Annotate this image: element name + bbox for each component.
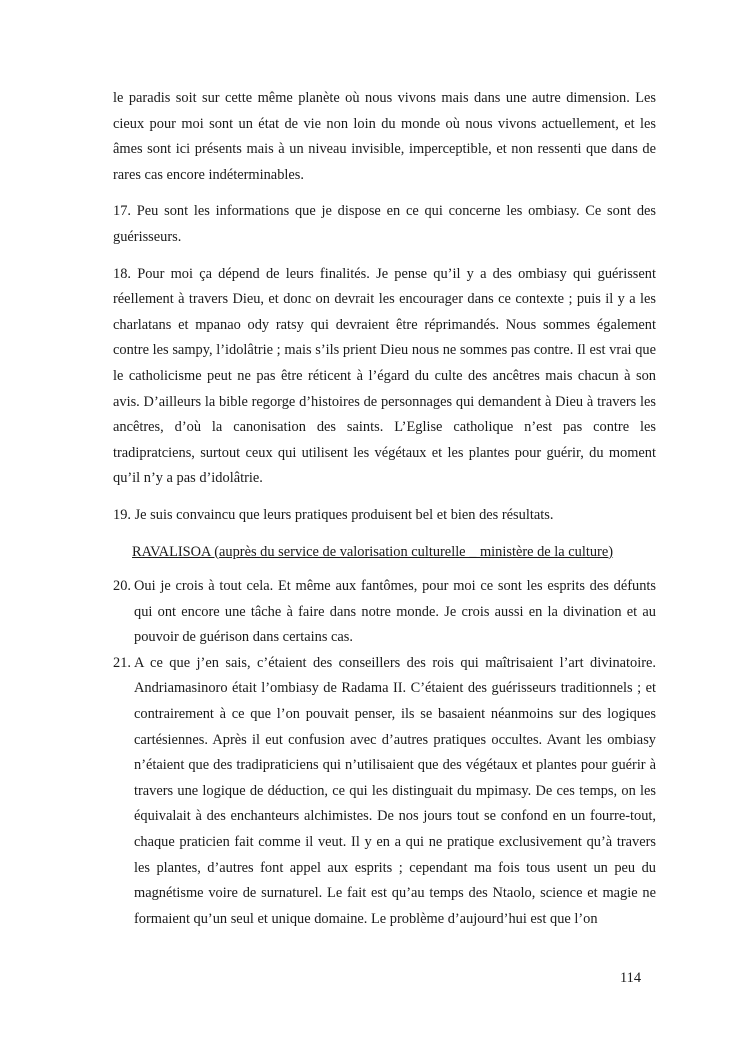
answer-19: 19. Je suis convaincu que leurs pratiques produisent bel et bien des résultats. xyxy=(113,506,554,523)
page-number: 114 xyxy=(620,970,642,986)
answer-17: 17. Peu sont les informations que je dispose en ce qui concerne les ombiasy. Ce sont des guérisseurs. xyxy=(113,203,656,245)
item-text: A ce que j’en sais, c’étaient des conseillers des rois qui maîtrisaient l’art divinatoire. Andriamasinoro était l’ombiasy de Radama II. C’étaient des guérisseurs traditionnels ; et contrairement à ce que l’on pouvait penser, ils se basaient néanmoins sur des logiques cartésiennes. Après il eut confusion avec d’autres pratiques occultes. Avant les ombiasy n’étaient que des tradipraticiens qui n’utilisaient que des végétaux et plantes pour guérir à travers une logique de déduction, ce qui les distinguait du mpimasy. De ces temps, on les équivalait à des enchanteurs alchimistes. De nos jours tout se confond en un fourre-tout, chaque praticien fait comme il veut. Il y en a qui ne pratique exclusivement qu’à travers les plantes, d’autres font appel aux esprits ; cependant ma fois tous usent un peu du magnétisme voire de surnaturel. Le fait est qu’au temps des Ntaolo, science et magie ne formaient qu’un seul et unique domaine. Le problème d’aujourd’hui est que l’on xyxy=(134,654,656,927)
item-text: Oui je crois à tout cela. Et même aux fantômes, pour moi ce sont les esprits des défunts qui ont encore une tâche à faire dans notre monde. Je crois aussi en la divination et au pouvoir de guérison dans certains cas. xyxy=(134,578,656,646)
document-body xyxy=(113,86,656,932)
item-number: 20. xyxy=(113,578,131,595)
item-number: 21. xyxy=(113,654,131,671)
paragraph-continuation: le paradis soit sur cette même planète où nous vivons mais dans une autre dimension. Les cieux pour moi sont un état de vie non loin du monde où nous vivons actuellement, et les âmes sont ici présents mais à un niveau invisible, imperceptible, et non ressenti que dans de rares cas encore indéterminables. xyxy=(113,90,656,183)
answer-21 xyxy=(113,651,656,933)
interviewee-heading: RAVALISOA (auprès du service de valorisation culturelle _ ministère de la culture) xyxy=(132,543,614,560)
answer-18: 18. Pour moi ça dépend de leurs finalités. Je pense qu’il y a des ombiasy qui guérissent réellement à travers Dieu, et donc on devrait les encourager dans ce contexte ; puis il y a les charlatans et mpanao ody ratsy qui devraient être réprimandés. Nous sommes également contre les sampy, l’idolâtrie ; mais s’ils prient Dieu nous ne sommes pas contre. Il est vrai que le catholicisme peut ne pas être réticent à l’égard du culte des ancêtres mais chacun à son avis. D’ailleurs la bible regorge d’histoires de personnages qui demandent à Dieu à travers les ancêtres, d’où la canonisation des saints. L’Eglise catholique n’est pas contre les tradipratciens, surtout ceux qui utilisent les végétaux et les plantes pour guérir, du moment qu’il n’y a pas d’idolâtrie. xyxy=(113,265,656,487)
answer-20 xyxy=(113,574,656,651)
